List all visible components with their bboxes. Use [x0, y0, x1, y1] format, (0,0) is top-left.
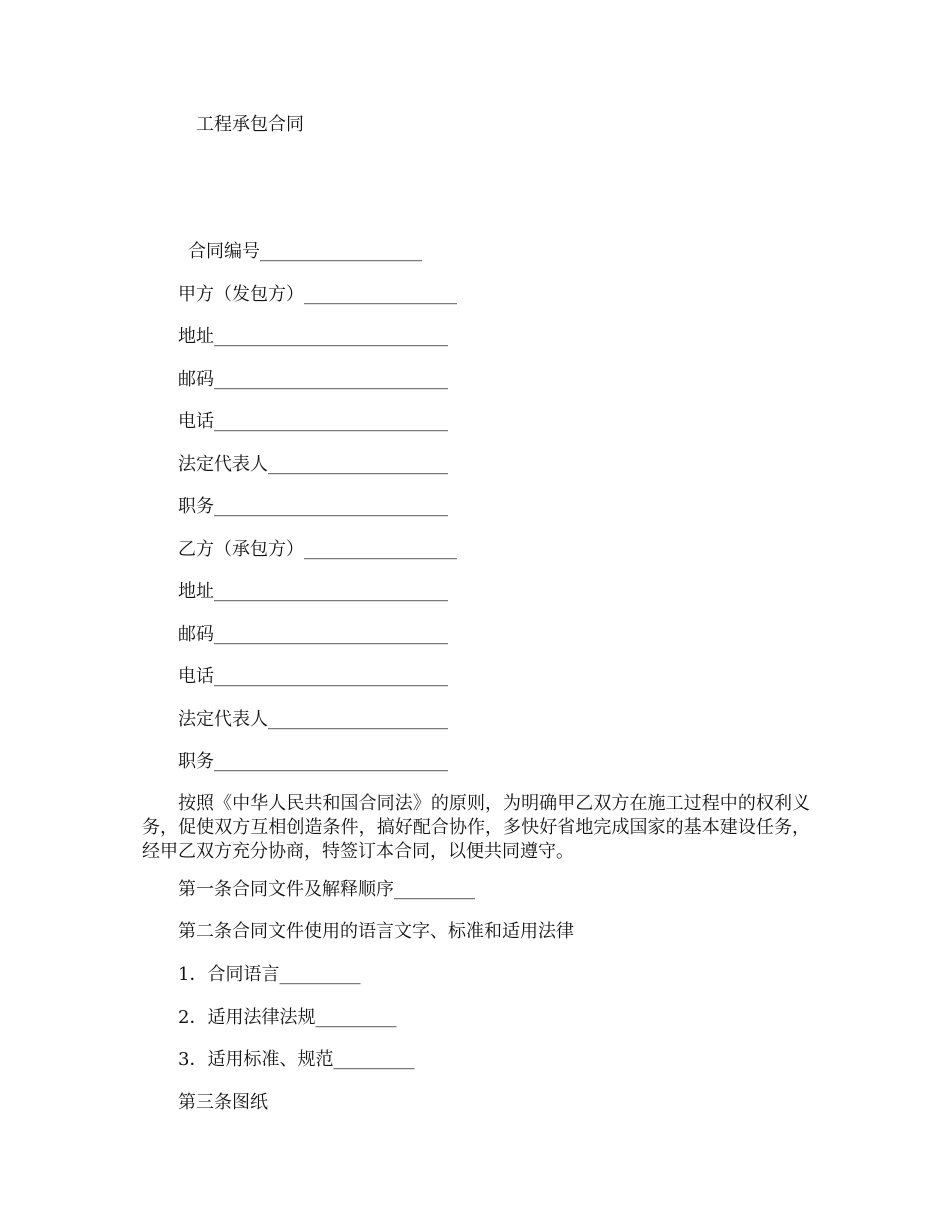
clause-2-item-1: 1．合同语言_________ — [178, 964, 361, 985]
party-b-phone-field: 电话__________________________ — [178, 666, 448, 687]
clause-2-item-3: 3．适用标准、规范_________ — [178, 1049, 415, 1070]
party-a-postcode-field: 邮码__________________________ — [178, 369, 448, 390]
contract-number-field: 合同编号__________________ — [188, 241, 422, 262]
party-a-address-field: 地址__________________________ — [178, 326, 448, 347]
party-b-title-field: 职务__________________________ — [178, 751, 448, 772]
document-title: 工程承包合同 — [196, 114, 304, 135]
party-b-legal-rep-field: 法定代表人____________________ — [178, 709, 448, 730]
party-a-title-field: 职务__________________________ — [178, 496, 448, 517]
party-b-postcode-field: 邮码__________________________ — [178, 624, 448, 645]
clause-2: 第二条合同文件使用的语言文字、标准和适用法律 — [178, 921, 574, 942]
party-a-phone-field: 电话__________________________ — [178, 411, 448, 432]
party-a-legal-rep-field: 法定代表人____________________ — [178, 454, 448, 475]
party-a-field: 甲方（发包方）_________________ — [178, 284, 457, 305]
clause-3: 第三条图纸 — [178, 1092, 268, 1113]
clause-2-item-2: 2．适用法律法规_________ — [178, 1007, 397, 1028]
party-b-field: 乙方（承包方）_________________ — [178, 539, 457, 560]
preamble-paragraph: 按照《中华人民共和国合同法》的原则，为明确甲乙双方在施工过程中的权利义务，促使双方互相创造条件，搞好配合协作，多快好省地完成国家的基本建设任务，经甲乙双方充分协商，特签订本合同，以便共同遵守。 — [142, 793, 810, 862]
clause-1: 第一条合同文件及解释顺序_________ — [178, 879, 475, 900]
party-b-address-field: 地址__________________________ — [178, 581, 448, 602]
